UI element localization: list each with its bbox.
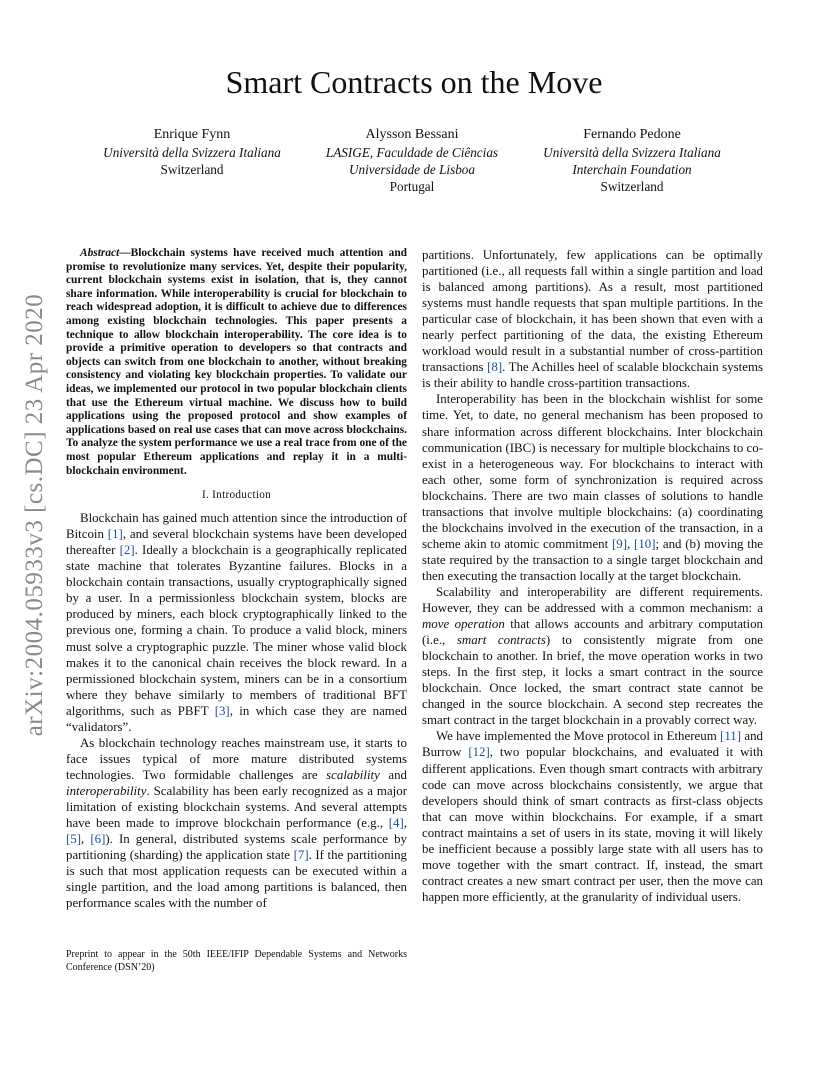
text: ; and (b) moving the state required by the transaction to a single target blockchain and then executing the transaction locally at the target blockchain.	[422, 536, 763, 583]
citation-link[interactable]: [3]	[214, 703, 230, 718]
arxiv-stamp	[16, 250, 54, 780]
paragraph	[422, 247, 763, 391]
text: ,	[81, 832, 91, 847]
text: As blockchain technology reaches mainstream use, it starts to face issues typical of more mature distributed systems technologies. Two formidable challenges are	[66, 735, 407, 782]
citation-link[interactable]: [10]	[634, 536, 656, 551]
citation-link[interactable]: [9]	[612, 536, 628, 551]
emphasis: smart contracts	[456, 633, 546, 648]
section-heading-introduction: I. Introduction	[201, 489, 272, 502]
paragraph	[422, 728, 763, 905]
author-affiliation-2: Universidade de Lisboa	[348, 162, 475, 177]
footnote: Preprint to appear in the 50th IEEE/IFIP Dependable Systems and Networks Conference (DSN’20)	[66, 949, 407, 973]
emphasis: scalability	[326, 767, 380, 782]
citation-link[interactable]: [5]	[66, 832, 82, 847]
paragraph	[422, 391, 763, 584]
author-country: Switzerland	[600, 179, 664, 194]
author-name: Alysson Bessani	[365, 127, 459, 142]
author-affiliation: Università della Svizzera Italiana	[543, 145, 721, 160]
paragraph	[66, 510, 407, 735]
text: . If the partitioning is such that most application requests can be executed within a single partition, and the load among partitions is balanced, then performance scales with the number of	[66, 848, 407, 911]
text: , and several blockchain systems have been developed thereafter	[66, 527, 407, 558]
text: , in which case they are named “validators”.	[66, 703, 407, 734]
text: . The Achilles heel of scalable blockchain systems is their ability to handle cross-partition transactions.	[422, 360, 763, 391]
text: . Ideally a blockchain is a geographically replicated state machine that tolerates Byzantine failures. Blocks in a blockchain contain transactions, usually cryptographically signed by a user. In a permissionless blockchain system, blocks are produced by miners, each block cryptographically linked to the previous one, forming a chain. To produce a valid block, miners must solve a cryptographic puzzle. The miner whose valid block makes it to the canonical chain receives the block reward. In a permissioned blockchain system, miners can be in a consortium where they behave similarly to members of traditional BFT algorithms, such as PBFT	[66, 543, 407, 718]
text: that allows accounts and arbitrary computation (i.e.,	[422, 617, 763, 648]
citation-link[interactable]: [12]	[468, 745, 490, 760]
text: partitions. Unfortunately, few applications can be optimally partitioned (i.e., all requests fall within a single partition and load is balanced among partitions). As a result, most partitioned systems must handle requests that span multiple partitions. In the particular case of blockchain, it has been shown that even with a nearly perfect partitioning of the data, the existing Ethereum workload would result in a substantial number of cross-partition transactions	[422, 248, 763, 375]
left-column	[66, 247, 407, 911]
emphasis: interoperability	[66, 783, 147, 798]
text: and	[379, 767, 407, 782]
text: . Scalability has been early recognized as a major limitation of existing blockchain systems. And several attempts have been made to improve blockchain performance (e.g.,	[66, 783, 407, 831]
text: ,	[403, 816, 407, 831]
author-name: Fernando Pedone	[583, 127, 681, 142]
arxiv-stamp-text: arXiv:2004.05933v3 [cs.DC] 23 Apr 2020	[21, 293, 48, 737]
author-block-3	[522, 126, 742, 195]
citation-link[interactable]: [8]	[487, 360, 503, 375]
abstract	[66, 247, 407, 478]
author-country: Portugal	[389, 179, 435, 194]
right-column	[422, 247, 763, 905]
author-name: Enrique Fynn	[153, 127, 231, 142]
text: We have implemented the Move protocol in Ethereum	[436, 729, 721, 744]
text: ,	[627, 536, 635, 551]
author-block-2	[302, 126, 522, 195]
citation-link[interactable]: [7]	[293, 848, 309, 863]
paragraph	[422, 584, 763, 728]
emphasis: move operation	[422, 617, 505, 632]
citation-link[interactable]: [4]	[388, 816, 404, 831]
citation-link[interactable]: [2]	[119, 543, 135, 558]
abstract-label: Abstract	[80, 247, 120, 259]
paragraph	[66, 735, 407, 912]
author-country: Switzerland	[160, 162, 224, 177]
text: Scalability and interoperability are different requirements. However, they can be addressed with a common mechanism: a	[422, 584, 763, 616]
text: Interoperability has been in the blockchain wishlist for some time. Yet, to date, no general mechanism has been proposed to share information across different blockchains. Inter blockchain communication (IBC) is necessary for multiple blockchains to co-exist in a heterogeneous way. For blockchains to interact with each other, some form of synchronization is required across blockchains. There are two main classes of solutions to handle transactions that involve multiple blockchains: (a) coordinating the blockchains involved in the execution of the transaction, in a scheme akin to atomic commitment	[422, 392, 763, 551]
author-affiliation: LASIGE, Faculdade de Ciências	[325, 145, 499, 160]
text: ). In general, distributed systems scale performance by partitioning (sharding) the application state	[66, 832, 407, 863]
text: and Burrow	[422, 729, 763, 760]
citation-link[interactable]: [1]	[107, 527, 123, 542]
text: ) to consistently migrate from one blockchain to another. In brief, the move operation works in two steps. In the first step, it locks a smart contract in the source blockchain. Once locked, the smart contract state cannot be changed in the source blockchain. A second step recreates the smart contract in the target blockchain in a provably correct way.	[422, 633, 763, 728]
citation-link[interactable]: [11]	[720, 729, 742, 744]
author-affiliation-2: Interchain Foundation	[572, 162, 692, 177]
author-affiliation: Università della Svizzera Italiana	[103, 145, 281, 160]
paper-title: Smart Contracts on the Move	[225, 64, 603, 100]
text: Blockchain has gained much attention since the introduction of Bitcoin	[66, 511, 407, 542]
citation-link[interactable]: [6]	[90, 832, 106, 847]
abstract-text: —Blockchain systems have received much attention and promise to revolutionize many services. Yet, despite their popularity, current blockchain systems exist in isolation, that is, they cannot share information. While interoperability is crucial for blockchain to reach widespread adoption, it is difficult to achieve due to differences among existing blockchain technologies. This paper presents a technique to allow blockchain interoperability. The core idea is to provide a primitive operation to developers so that contracts and objects can switch from one blockchain to another, without breaking consistency and violating key blockchain properties. To validate our ideas, we implemented our protocol in two popular blockchain clients that use the Ethereum virtual machine. We discuss how to build applications using the proposed protocol and show examples of applications based on real use cases that can move across blockchains. To analyze the system performance we use a real trace from one of the most popular Ethereum applications and replay it in a multi-blockchain environment.	[66, 247, 407, 477]
author-block-1	[82, 126, 302, 178]
text: , two popular blockchains, and evaluated it with different applications. Even though smart contracts with arbitrary code can move across blockchains consistently, we argue that developers should think of smart contracts as first-class objects that can move within blockchains. For example, if a smart contract maintains a set of users in its state, moving it will likely be inefficient because a possibly large state with all users has to move together with the smart contract. If, instead, the smart contract creates a new smart contract per user, then the move can happen more efficiently, at the granularity of individual users.	[422, 745, 764, 904]
